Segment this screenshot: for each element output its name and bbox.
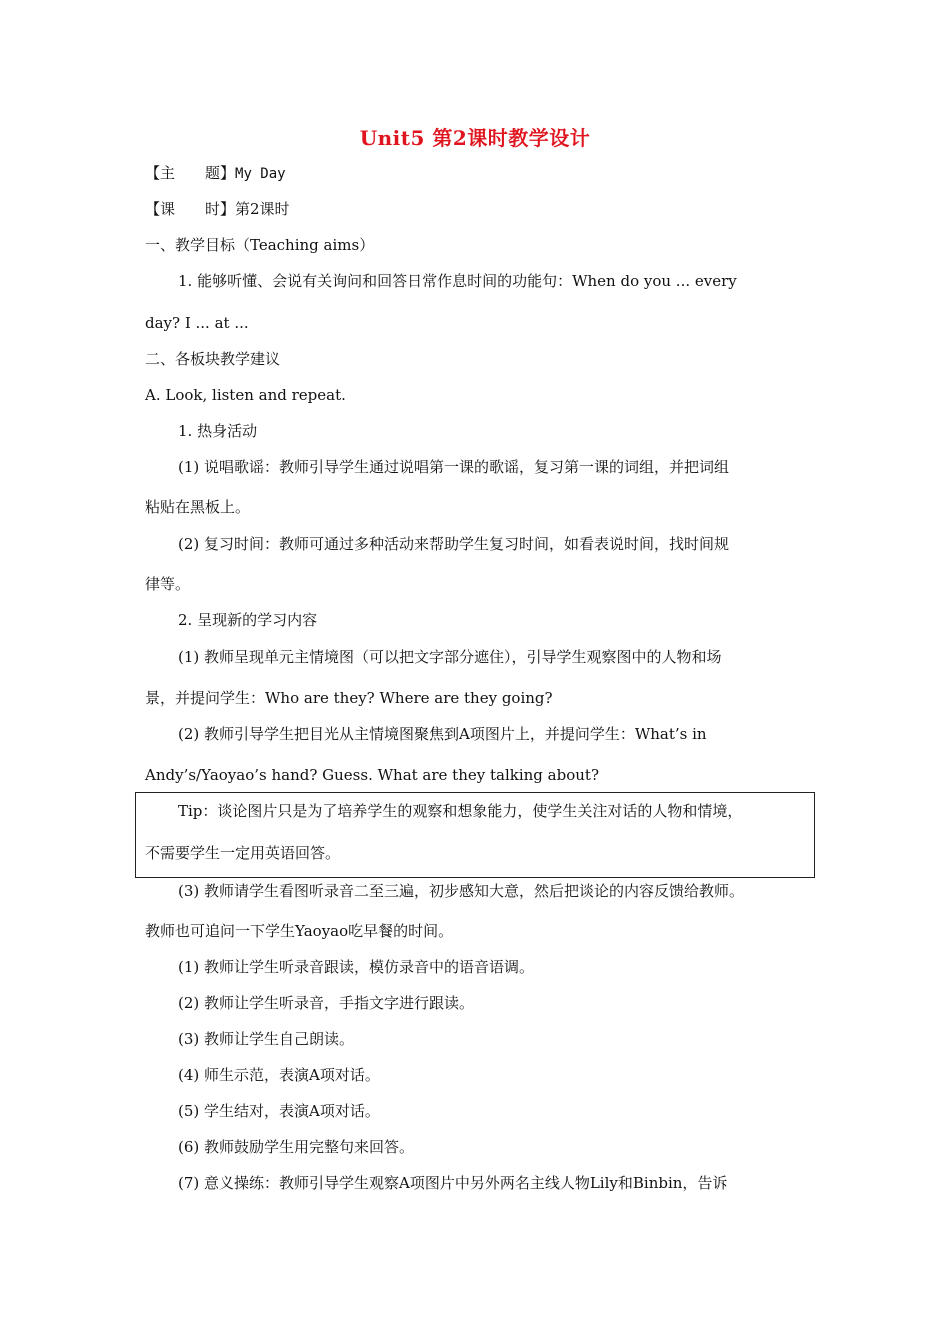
present2-line1: (2) 教师引导学生把目光从主情境图聚焦到A项图片上，并提问学生：What’s in <box>178 725 707 743</box>
period-value: 第2课时 <box>235 200 290 218</box>
present1-line2: 景，并提问学生：Who are they? Where are they going? <box>145 689 553 707</box>
present-heading: 2. 呈现新的学习内容 <box>178 611 318 629</box>
section1-heading: 一、教学目标（Teaching aims） <box>145 236 375 254</box>
drill-item-3: (3) 教师让学生自己朗读。 <box>178 1030 355 1048</box>
tip-line2: 不需要学生一定用英语回答。 <box>145 844 341 862</box>
warmup-heading: 1. 热身活动 <box>178 422 258 440</box>
topic-row <box>145 163 286 184</box>
drill-item-5: (5) 学生结对，表演A项对话。 <box>178 1102 380 1120</box>
warmup1-line1: (1) 说唱歌谣：教师引导学生通过说唱第一课的歌谣，复习第一课的词组，并把词组 <box>178 458 730 476</box>
part-a-heading: A. Look, listen and repeat. <box>145 386 346 404</box>
drill-item-6: (6) 教师鼓励学生用完整句来回答。 <box>178 1138 415 1156</box>
aim-item-line2: day? I ... at ... <box>145 314 249 332</box>
topic-label: 【主 题】 <box>145 164 236 182</box>
drill-item-7: (7) 意义操练：教师引导学生观察A项图片中另外两名主线人物Lily和Binbin，告诉 <box>178 1174 728 1192</box>
present3-line2: 教师也可追问一下学生Yaoyao吃早餐的时间。 <box>145 922 454 940</box>
page-title: Unit5 第2课时教学设计 <box>359 126 591 150</box>
drill-item-4: (4) 师生示范，表演A项对话。 <box>178 1066 380 1084</box>
drill-item-2: (2) 教师让学生听录音，手指文字进行跟读。 <box>178 994 475 1012</box>
period-label: 【课 时】 <box>145 200 236 218</box>
present1-line1: (1) 教师呈现单元主情境图（可以把文字部分遮住），引导学生观察图中的人物和场 <box>178 648 722 666</box>
period-row <box>145 199 290 219</box>
section2-heading: 二、各板块教学建议 <box>145 350 281 368</box>
warmup1-line2: 粘贴在黑板上。 <box>145 498 251 516</box>
warmup2-line1: (2) 复习时间：教师可通过多种活动来帮助学生复习时间，如看表说时间，找时间规 <box>178 535 730 553</box>
present2-line2: Andy’s/Yaoyao’s hand? Guess. What are they talking about? <box>145 766 599 784</box>
aim-item-line1: 1. 能够听懂、会说有关询问和回答日常作息时间的功能句：When do you ... every <box>178 272 737 290</box>
warmup2-line2: 律等。 <box>145 575 191 593</box>
present3-line1: (3) 教师请学生看图听录音二至三遍，初步感知大意，然后把谈论的内容反馈给教师。 <box>178 882 745 900</box>
tip-line1: Tip：谈论图片只是为了培养学生的观察和想象能力，使学生关注对话的人物和情境， <box>178 802 743 820</box>
topic-value: My Day <box>235 166 286 182</box>
drill-item-1: (1) 教师让学生听录音跟读，模仿录音中的语音语调。 <box>178 958 535 976</box>
